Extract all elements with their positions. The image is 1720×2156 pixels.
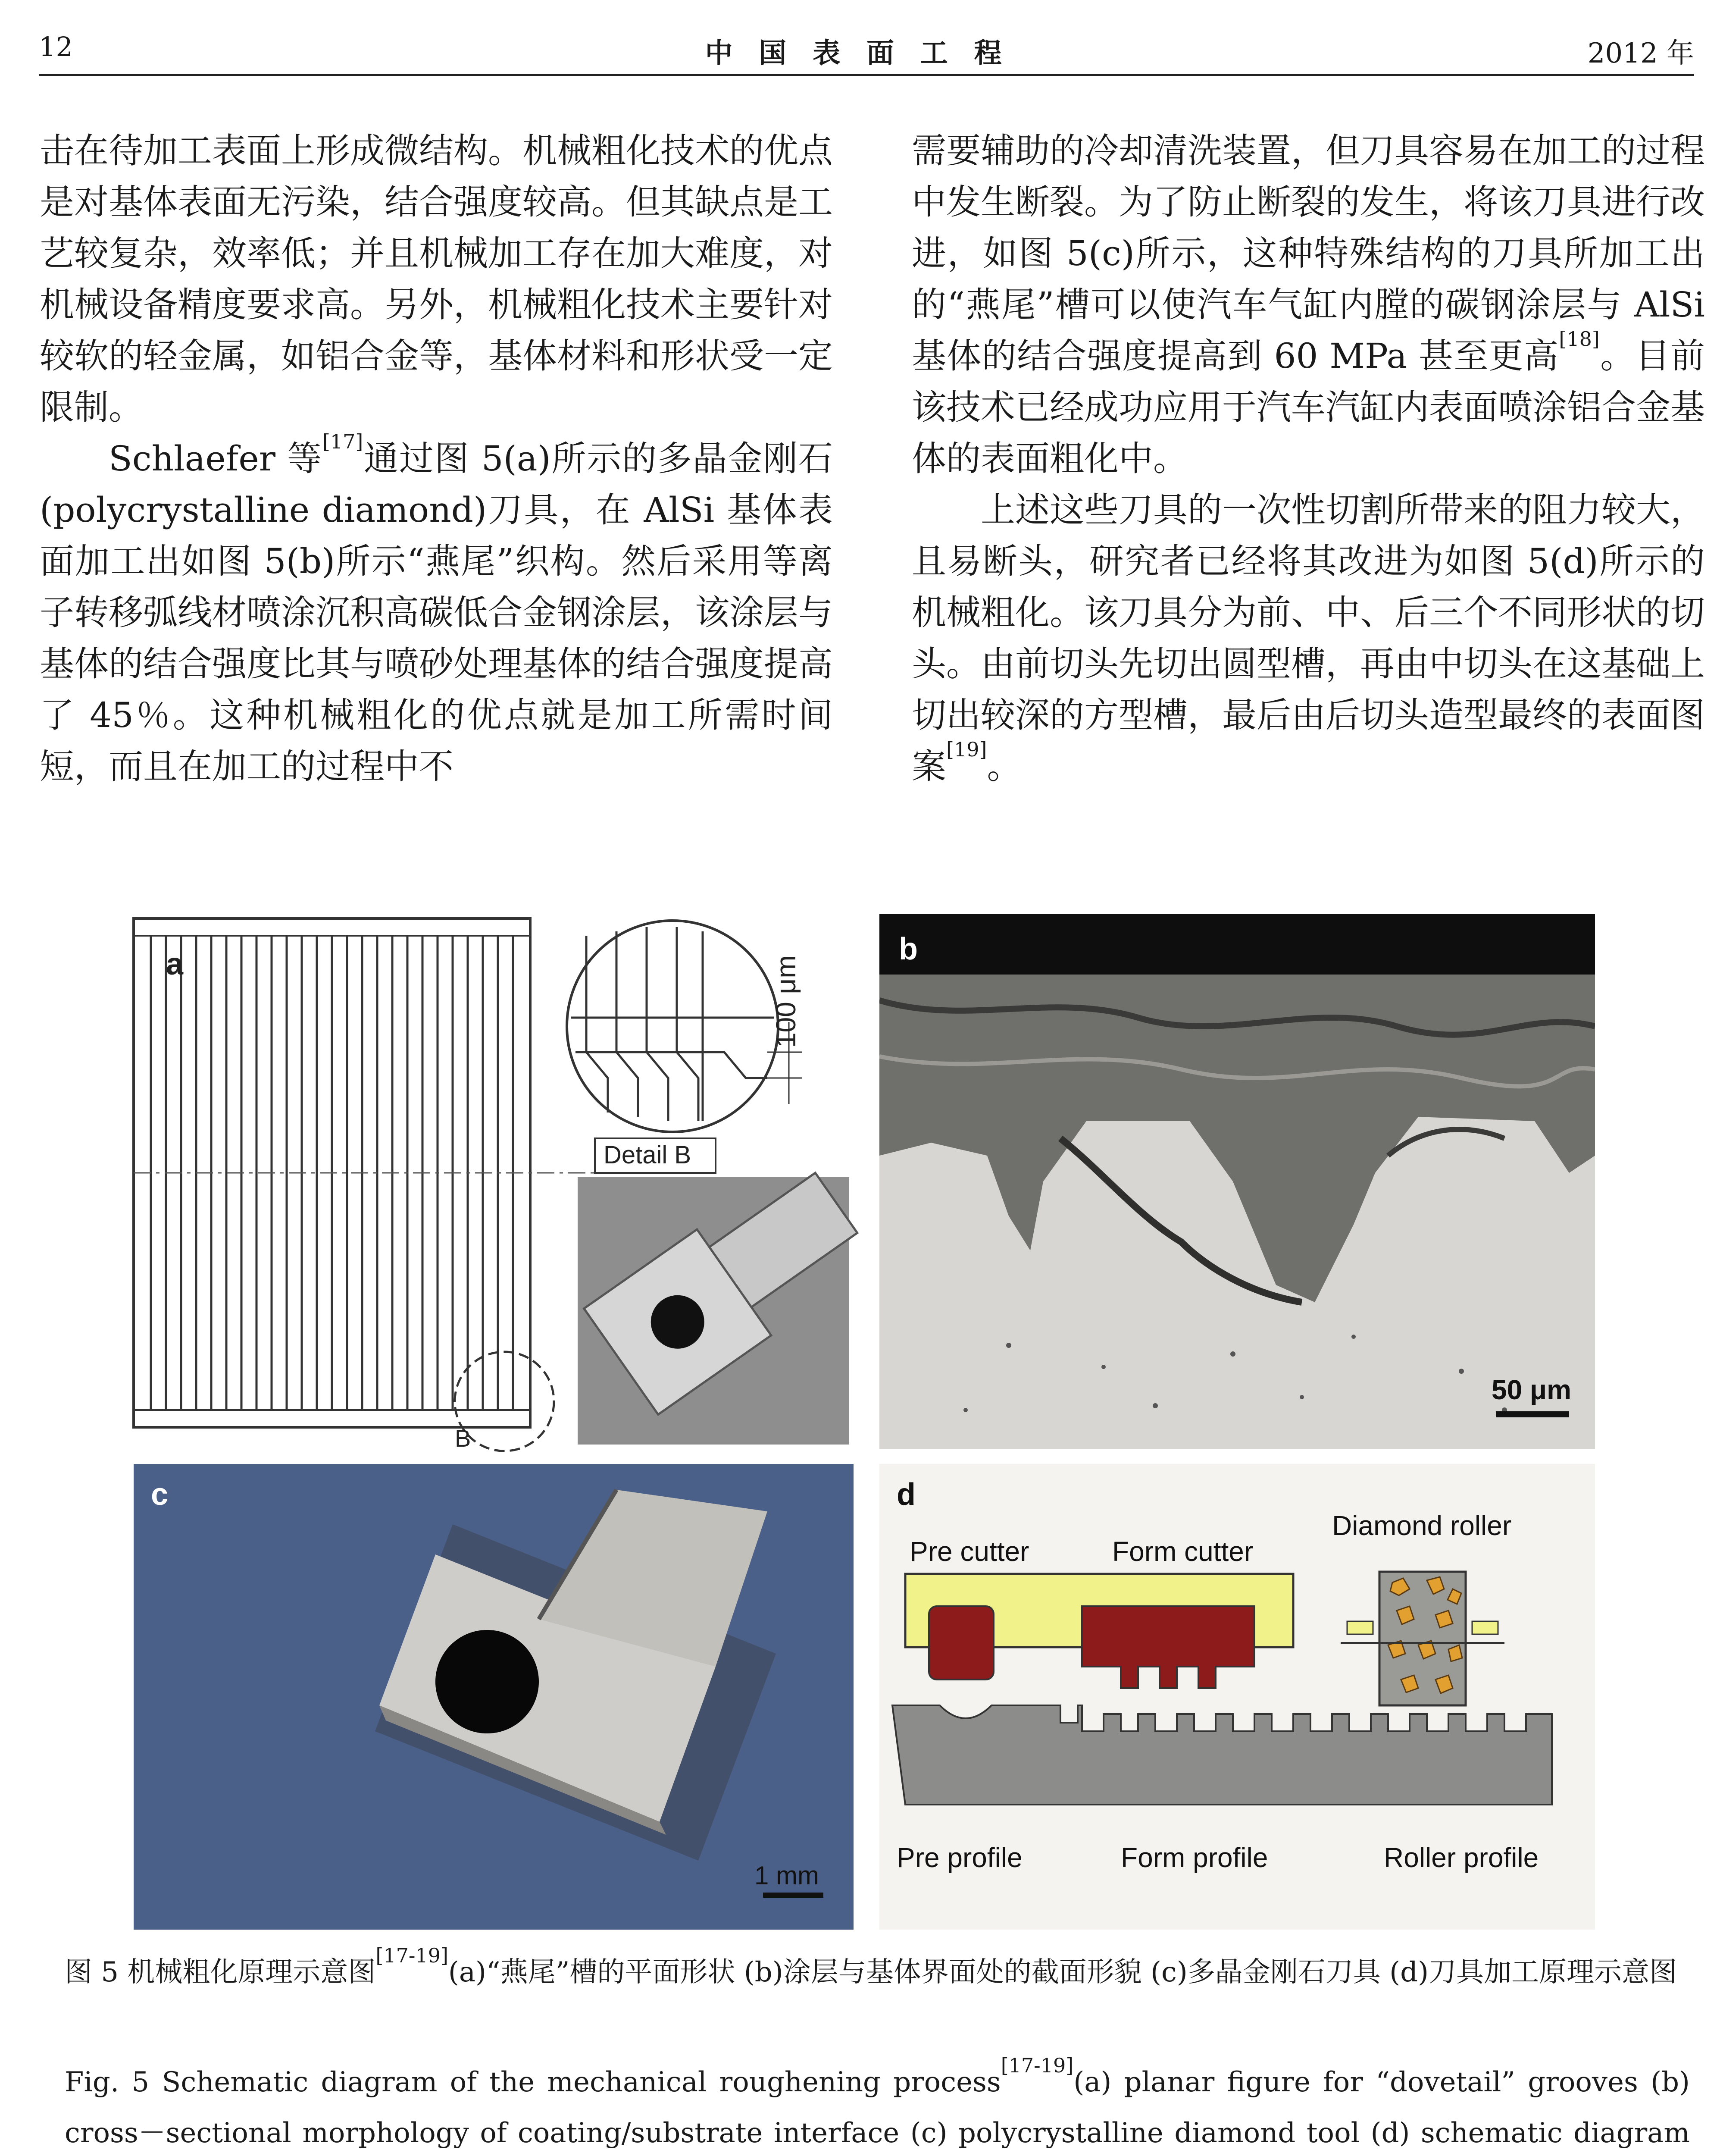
citation: [18] (1559, 327, 1600, 351)
detail-marker: B (455, 1425, 471, 1452)
dovetail-plan-drawing (129, 914, 888, 1453)
detail-b-label: Detail B (604, 1141, 691, 1169)
header-rule (39, 74, 1694, 76)
figure-panel-b (879, 914, 1595, 1449)
panel-label-d: d (897, 1477, 916, 1512)
figure-panel-a (129, 914, 888, 1453)
scale-50um: 50 μm (1492, 1374, 1572, 1405)
left-column (40, 125, 833, 792)
panel-label-c: c (151, 1477, 169, 1512)
pre-cutter-label: Pre cutter (910, 1536, 1029, 1567)
citation: [17-19] (1001, 2054, 1074, 2077)
diamond-roller-label: Diamond roller (1332, 1510, 1512, 1541)
panel-label-b: b (899, 932, 918, 966)
paragraph: Schlaefer 等[17]通过图 5(a)所示的多晶金刚石(polycrystalline diamond)刀具，在 AlSi 基体表面加工出如图 5(b)所示“燕尾”织构。然后采用等离子转移弧线材喷涂沉积高碳低合金钢涂层，该涂层与基体的结合强度比其与喷砂处理基体的结合强度提高了 45％。这种机械粗化的优点就是加工所需时间短，而且在加工的过程中不 (40, 430, 833, 787)
figure-panel-d (879, 1464, 1595, 1930)
cross-section-micrograph (879, 914, 1595, 1449)
figure-caption-en: Fig. 5 Schematic diagram of the mechanical roughening process[17-19](a) planar figure for “dovetail” grooves (b) cross－sectional morphology of coating/substrate interface (c) polycrystalline diamond tool (d) schematic diagram (65, 2054, 1690, 2149)
roller-profile-label: Roller profile (1384, 1842, 1539, 1873)
form-profile-label: Form profile (1121, 1842, 1268, 1873)
paragraph: 需要辅助的冷却清洗装置，但刀具容易在加工的过程中发生断裂。为了防止断裂的发生，将该刀具进行改进，如图 5(c)所示，这种特殊结构的刀具所加工出的“燕尾”槽可以使汽车气缸内膛的碳钢涂层与 AlSi 基体的结合强度提高到 60 MPa 甚至更高[18]。目前该技术已经成功应用于汽车汽缸内表面喷涂铝合金基体的表面粗化中。 (912, 131, 1705, 479)
diamond-tool-photo (134, 1464, 854, 1930)
year: 2012 年 (1587, 38, 1694, 69)
scale-100um: 100 μm (770, 955, 801, 1048)
running-header (39, 31, 1694, 70)
journal-title: 中国表面工程 (705, 37, 1028, 69)
figure-panel-c (134, 1464, 854, 1930)
page-number: 12 (39, 31, 73, 63)
cutting-process-diagram (879, 1464, 1595, 1930)
citation: [19] (946, 738, 987, 761)
citation: [17-19] (375, 1944, 448, 1967)
scale-1mm: 1 mm (754, 1861, 819, 1890)
paragraph: 击在待加工表面上形成微结构。机械粗化技术的优点是对基体表面无污染，结合强度较高。但其缺点是工艺较复杂，效率低；并且机械加工存在加大难度，对机械设备精度要求高。另外，机械粗化技术主要针对较软的轻金属，如铝合金等，基体材料和形状受一定限制。 (40, 131, 833, 427)
figure-caption-cn: 图 5 机械粗化原理示意图[17-19](a)“燕尾”槽的平面形状 (b)涂层与基体界面处的截面形貌 (c)多晶金刚石刀具 (d)刀具加工原理示意图 (65, 1944, 1677, 1988)
paragraph: 上述这些刀具的一次性切割所带来的阻力较大，且易断头，研究者已经将其改进为如图 5(d)所示的机械粗化。该刀具分为前、中、后三个不同形状的切头。由前切头先切出圆型槽，再由中切头在这基础上切出较深的方型槽，最后由后切头造型最终的表面图案[19]。 (912, 490, 1705, 787)
right-column (912, 125, 1705, 792)
form-cutter-label: Form cutter (1112, 1536, 1254, 1567)
panel-label-a: a (166, 947, 184, 981)
citation: [17] (322, 430, 363, 453)
pre-profile-label: Pre profile (897, 1842, 1023, 1873)
